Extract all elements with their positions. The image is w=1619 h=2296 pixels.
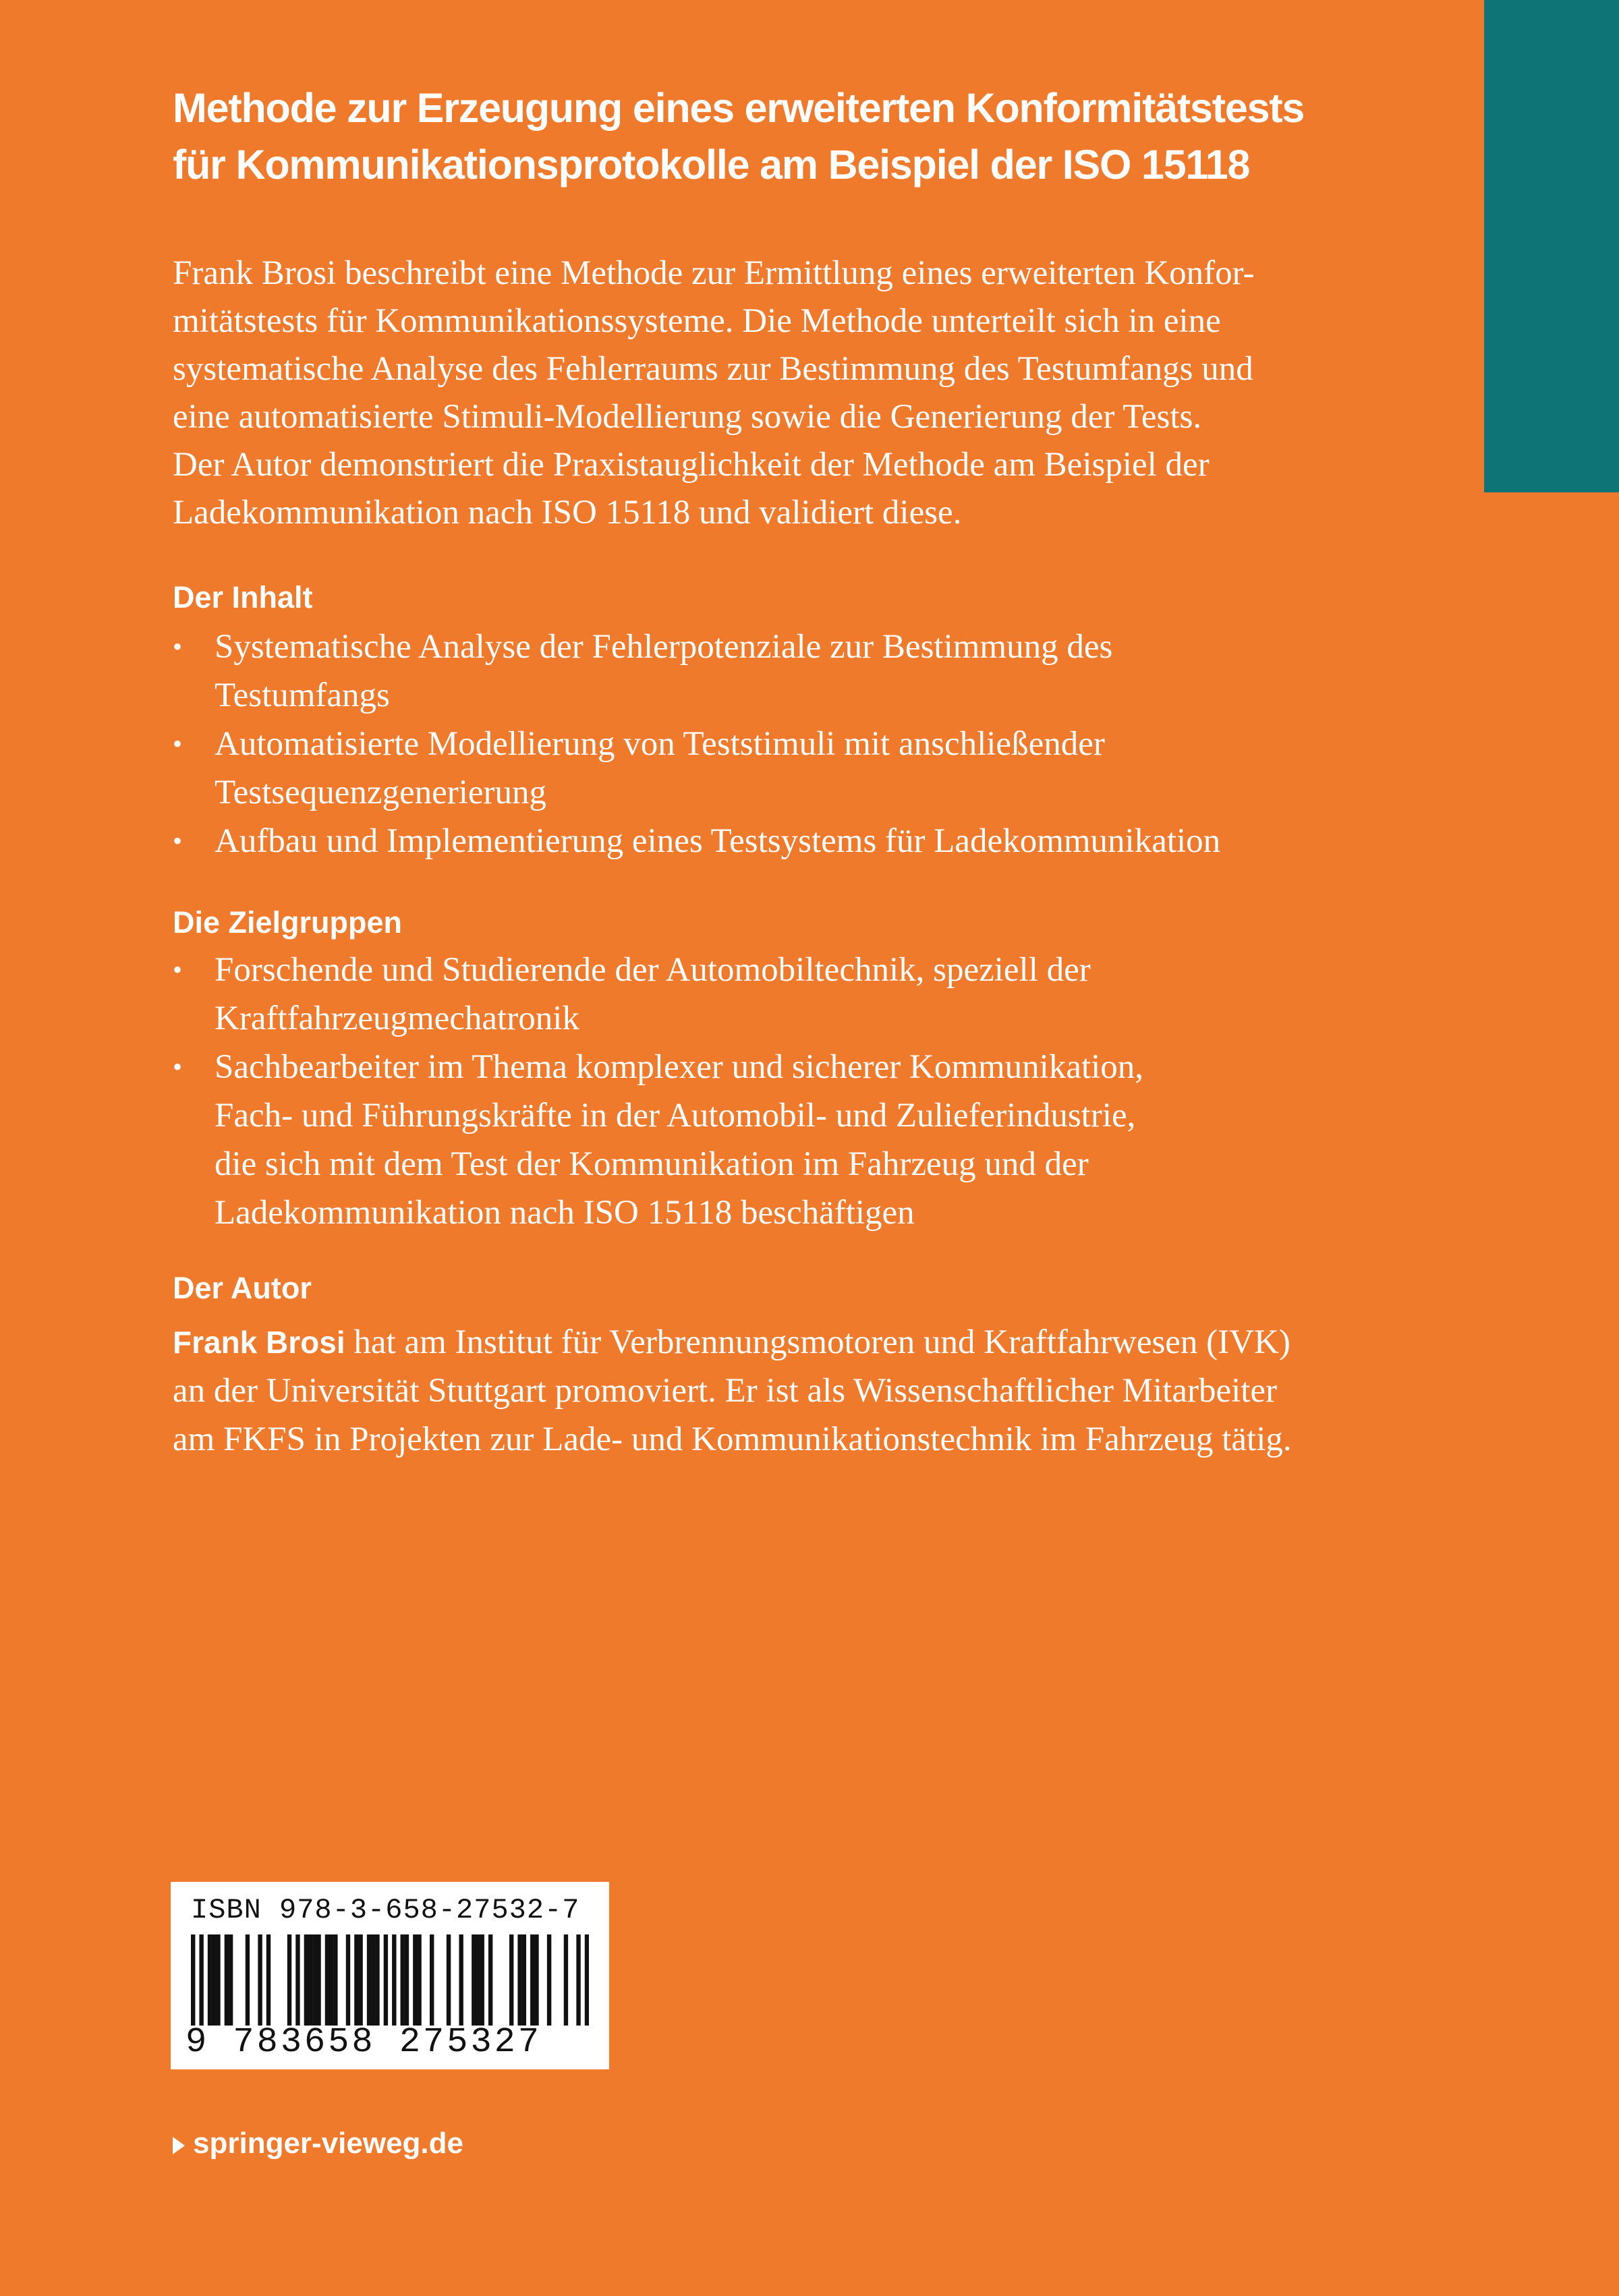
author-name: Frank Brosi — [173, 1325, 345, 1360]
intro-line: eine automatisierte Stimuli-Modellierung sowie die Generierung der Tests. — [173, 398, 1202, 436]
barcode-bar — [295, 1934, 300, 2026]
barcode-bar — [329, 1934, 333, 2026]
title-line-2: für Kommunikationsprotokolle am Beispiel der ISO 15118 — [173, 142, 1250, 188]
barcode-bar — [325, 1934, 329, 2026]
list-item-text: Automatisierte Modellierung von Teststimuli mit anschließender — [215, 725, 1105, 763]
barcode-bar — [405, 1934, 409, 2026]
barcode-bar — [413, 1934, 417, 2026]
autor-line: an der Universität Stuttgart promoviert. Er ist als Wissenschaftlicher Mitarbeiter — [173, 1372, 1278, 1410]
autor-line-text: hat am Institut für Verbrennungsmotoren und Kraftfahrwesen (IVK) — [345, 1323, 1290, 1361]
barcode-bar — [316, 1934, 320, 2026]
list-item-text: die sich mit dem Test der Kommunikation im Fahrzeug und der — [215, 1145, 1089, 1183]
isbn-label: ISBN 978-3-658-27532-7 — [191, 1894, 580, 1926]
barcode-bar — [212, 1934, 216, 2026]
barcode-bar — [480, 1934, 484, 2026]
barcode-bar — [304, 1934, 308, 2026]
barcode-bar — [258, 1934, 262, 2026]
arrow-right-icon — [173, 2137, 185, 2154]
list-item-text: Forschende und Studierende der Automobiltechnik, speziell der — [215, 951, 1091, 989]
barcode-bar — [225, 1934, 229, 2026]
barcode-bar — [371, 1934, 375, 2026]
barcode-bar — [216, 1934, 220, 2026]
inhalt-list — [173, 623, 1454, 865]
barcode-bar — [308, 1934, 312, 2026]
barcode-bar — [354, 1934, 358, 2026]
barcode-bar — [358, 1934, 362, 2026]
barcode-bar — [312, 1934, 316, 2026]
barcode-bar — [229, 1934, 233, 2026]
list-item-text: Aufbau und Implementierung eines Testsystems für Ladekommunikation — [215, 822, 1221, 860]
barcode-bar — [564, 1934, 568, 2026]
cover-color-tab — [1484, 0, 1619, 492]
intro-line: systematische Analyse des Fehlerraums zur Bestimmung des Testumfangs und — [173, 350, 1253, 388]
barcode-bar — [447, 1934, 451, 2026]
barcode-bar — [430, 1934, 434, 2026]
bullet-icon: • — [173, 1052, 183, 1082]
autor-line: am FKFS in Projekten zur Lade- und Kommunikationstechnik im Fahrzeug tätig. — [173, 1420, 1292, 1458]
barcode-bar — [472, 1934, 476, 2026]
list-item-text: Testumfangs — [215, 677, 390, 714]
barcode-bar — [266, 1934, 271, 2026]
barcode-bar — [191, 1934, 195, 2026]
bullet-icon: • — [173, 826, 183, 856]
list-item — [173, 720, 1454, 817]
barcode-bar — [585, 1934, 589, 2026]
barcode-bar — [401, 1934, 405, 2026]
barcode-bar — [534, 1934, 538, 2026]
barcode-bar — [392, 1934, 396, 2026]
barcode-bar — [246, 1934, 250, 2026]
barcode-bar — [333, 1934, 337, 2026]
barcode-bar — [208, 1934, 212, 2026]
autor-line — [173, 1318, 1454, 1367]
title-line-1: Methode zur Erzeugung eines erweiterten Konformitätstests — [173, 85, 1305, 131]
barcode-bar — [367, 1934, 371, 2026]
intro-line: Der Autor demonstriert die Praxistauglichkeit der Methode am Beispiel der — [173, 446, 1210, 484]
barcode-graphic — [191, 1934, 589, 2026]
list-item-text: Kraftfahrzeugmechatronik — [215, 1000, 579, 1037]
barcode-bar — [287, 1934, 291, 2026]
list-item-text: Fach- und Führungskräfte in der Automobil- und Zulieferindustrie, — [215, 1097, 1136, 1135]
barcode-bar — [488, 1934, 492, 2026]
list-item — [173, 946, 1454, 1043]
zielgruppen-list — [173, 946, 1454, 1237]
intro-line: Frank Brosi beschreibt eine Methode zur Ermittlung eines erweiterten Konfor- — [173, 254, 1255, 292]
website-text: springer-vieweg.de — [193, 2127, 464, 2160]
barcode-bar — [346, 1934, 350, 2026]
intro-line: mitätstests für Kommunikationssysteme. Die Methode unterteilt sich in eine — [173, 302, 1221, 340]
list-item — [173, 817, 1454, 865]
list-item — [173, 623, 1454, 720]
barcode-bar — [576, 1934, 580, 2026]
list-item-text: Systematische Analyse der Fehlerpotenziale zur Bestimmung des — [215, 628, 1113, 666]
zielgruppen-heading: Die Zielgruppen — [173, 905, 403, 940]
barcode-bar — [199, 1934, 203, 2026]
barcode-bar — [417, 1934, 421, 2026]
intro-paragraph — [173, 250, 1414, 537]
bullet-icon: • — [173, 631, 183, 662]
list-item — [173, 1043, 1454, 1237]
inhalt-heading: Der Inhalt — [173, 580, 313, 614]
barcode-bar — [517, 1934, 521, 2026]
barcode-bar — [384, 1934, 388, 2026]
intro-line: Ladekommunikation nach ISO 15118 und validiert diese. — [173, 494, 962, 532]
autor-heading: Der Autor — [173, 1271, 312, 1305]
isbn-barcode — [171, 1882, 609, 2069]
list-item-text: Testsequenzgenerierung — [215, 774, 547, 811]
autor-paragraph — [173, 1318, 1454, 1464]
barcode-bar — [547, 1934, 551, 2026]
bullet-icon: • — [173, 954, 183, 985]
publisher-website[interactable] — [173, 2125, 463, 2162]
list-item-text: Ladekommunikation nach ISO 15118 beschäftigen — [215, 1194, 915, 1232]
barcode-bar — [530, 1934, 534, 2026]
barcode-bar — [522, 1934, 526, 2026]
barcode-bar — [509, 1934, 513, 2026]
book-title — [173, 80, 1454, 193]
barcode-bar — [476, 1934, 480, 2026]
barcode-digits: 9 783658 275327 — [186, 2022, 542, 2062]
bullet-icon: • — [173, 728, 183, 759]
barcode-bar — [459, 1934, 463, 2026]
barcode-bar — [375, 1934, 379, 2026]
list-item-text: Sachbearbeiter im Thema komplexer und sicherer Kommunikation, — [215, 1048, 1144, 1086]
